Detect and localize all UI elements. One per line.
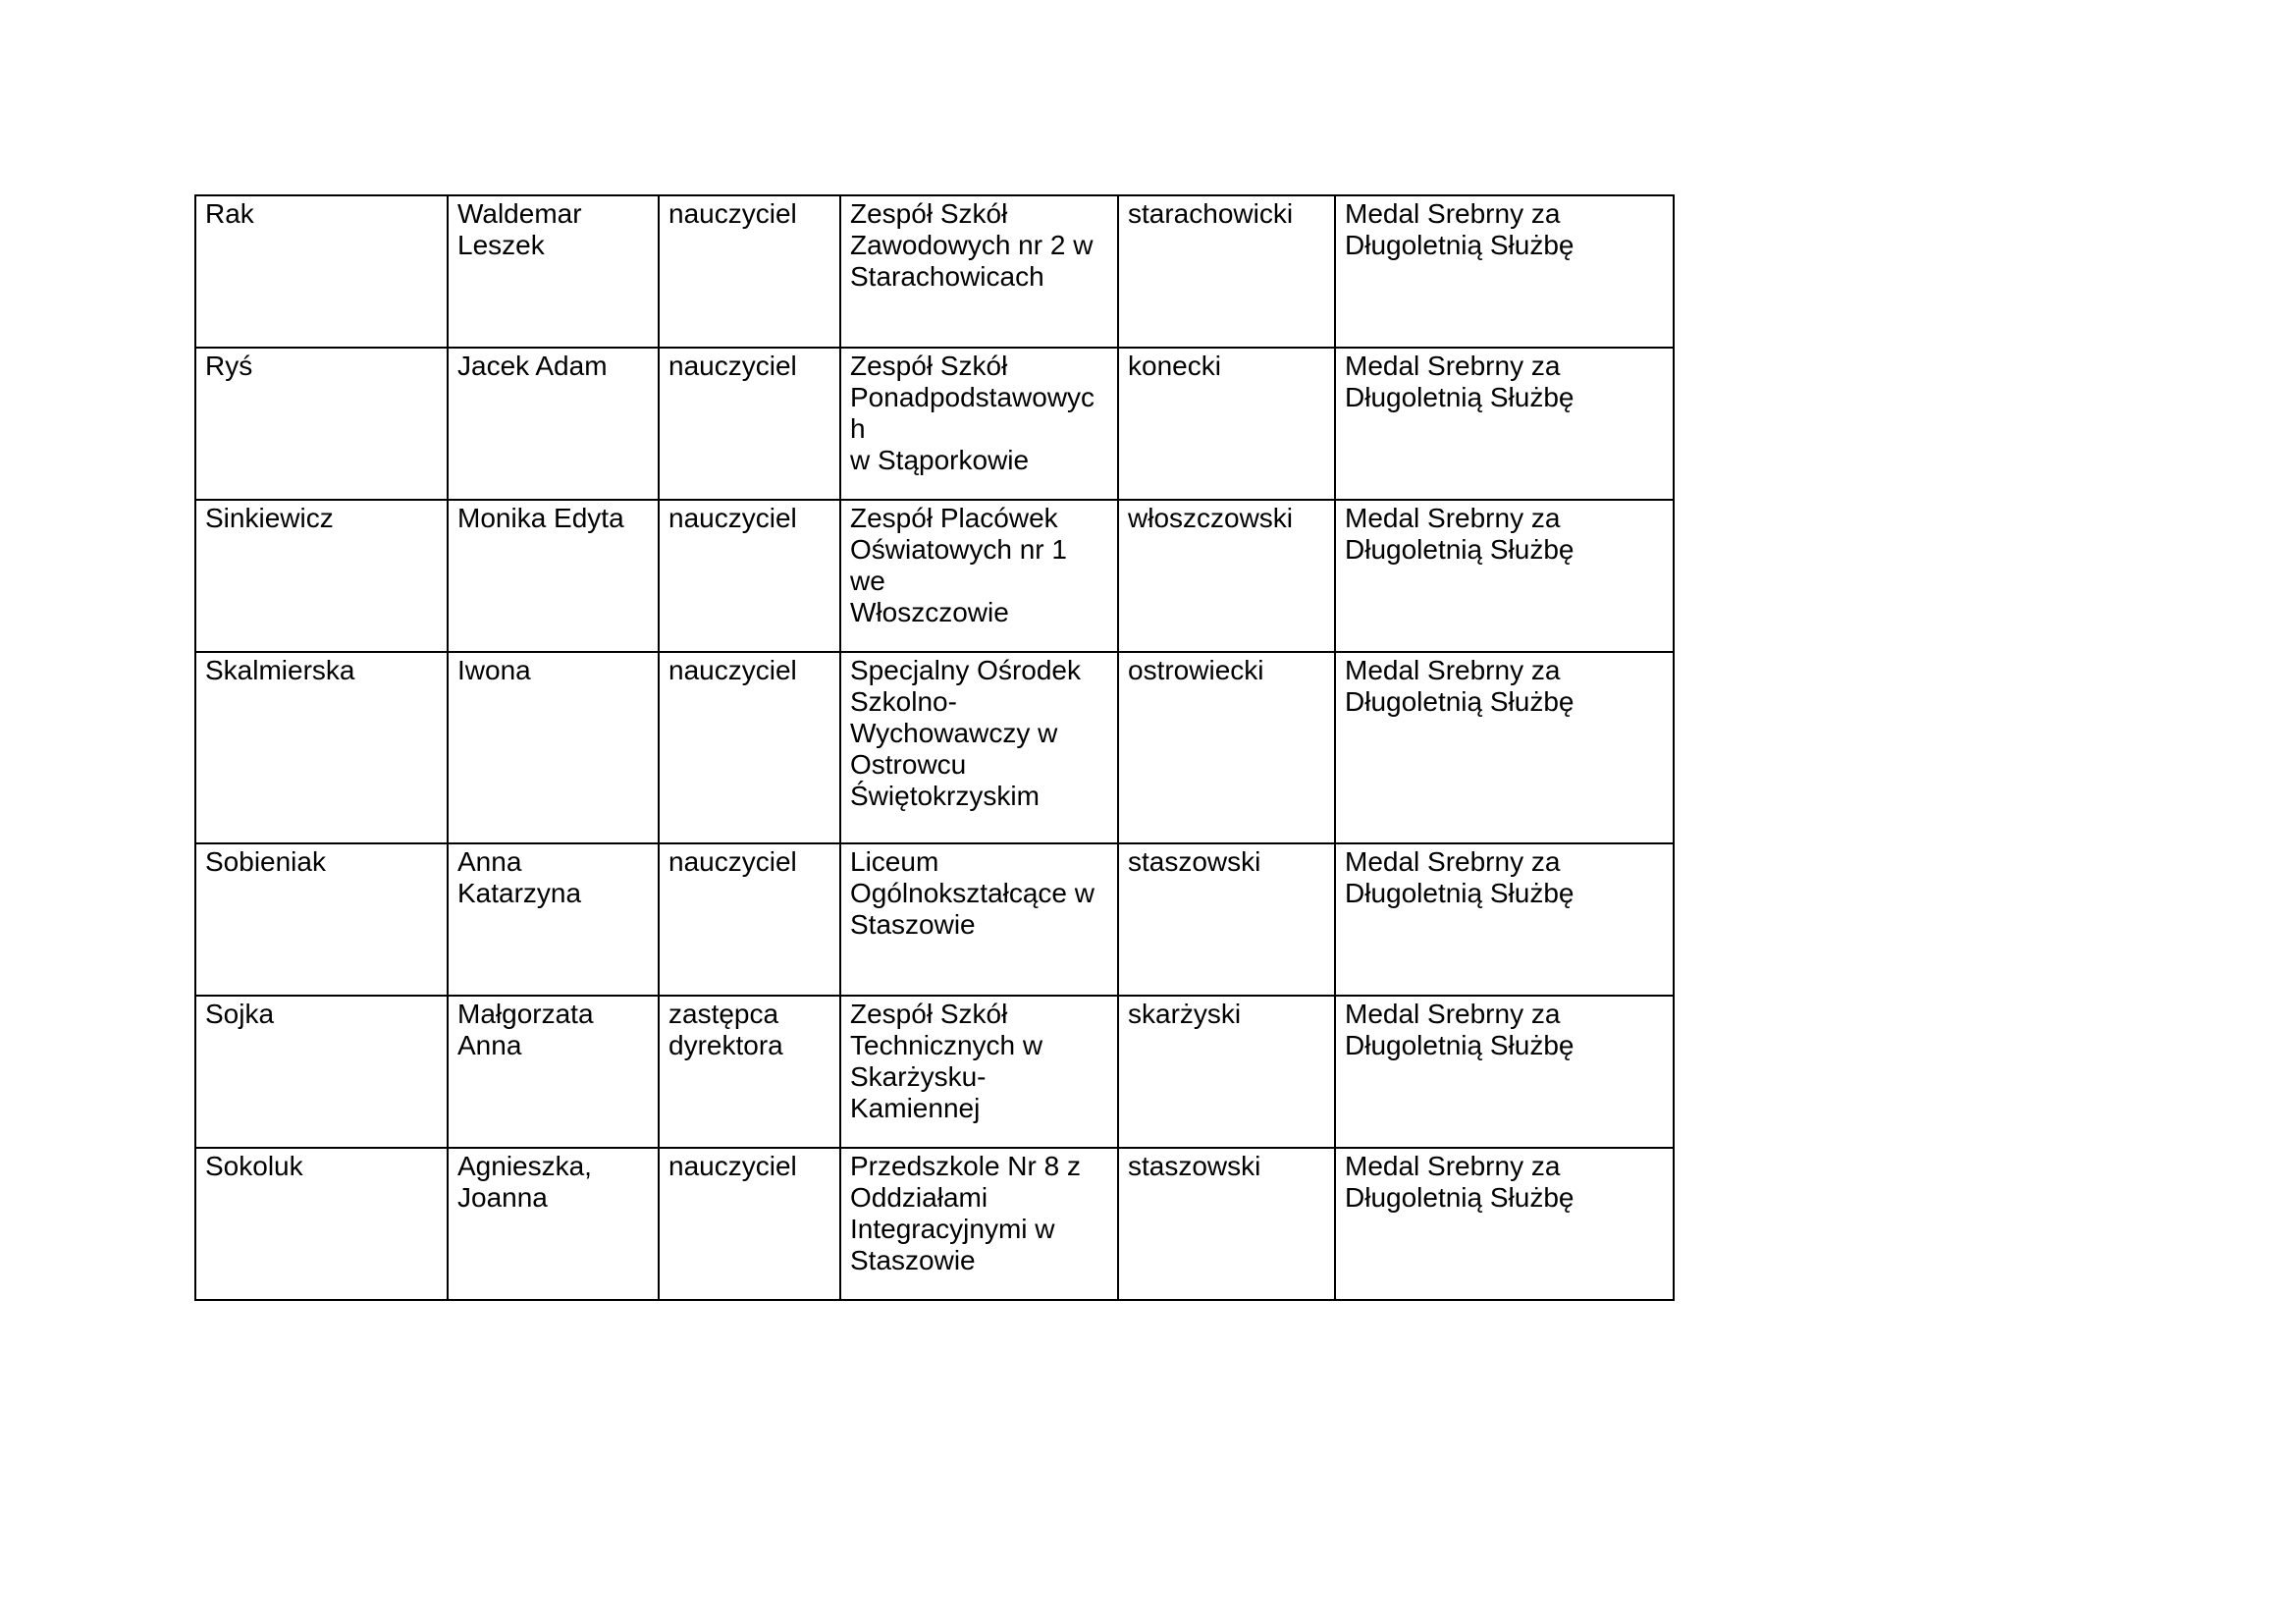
district-cell: skarżyski <box>1118 996 1335 1148</box>
school-cell: Zespół Szkół Technicznych w Skarżysku- Kamiennej <box>840 996 1118 1148</box>
school-cell: Zespół Placówek Oświatowych nr 1 we Włoszczowie <box>840 500 1118 652</box>
table-row <box>195 1148 1674 1300</box>
surname-cell: Skalmierska <box>195 652 448 843</box>
award-cell: Medal Srebrny za Długoletnią Służbę <box>1335 348 1674 500</box>
names-cell: Anna Katarzyna <box>448 843 659 996</box>
table-row <box>195 348 1674 500</box>
position-cell: nauczyciel <box>659 500 840 652</box>
position-cell: nauczyciel <box>659 1148 840 1300</box>
table-row <box>195 195 1674 348</box>
school-cell: Przedszkole Nr 8 z Oddziałami Integracyjnymi w Staszowie <box>840 1148 1118 1300</box>
district-cell: staszowski <box>1118 1148 1335 1300</box>
district-cell: konecki <box>1118 348 1335 500</box>
award-cell: Medal Srebrny za Długoletnią Służbę <box>1335 652 1674 843</box>
table-row <box>195 652 1674 843</box>
table-row <box>195 996 1674 1148</box>
school-cell: Zespół Szkół Zawodowych nr 2 w Starachowicach <box>840 195 1118 348</box>
names-cell: Monika Edyta <box>448 500 659 652</box>
school-cell: Liceum Ogólnokształcące w Staszowie <box>840 843 1118 996</box>
position-cell: nauczyciel <box>659 652 840 843</box>
position-cell: nauczyciel <box>659 843 840 996</box>
surname-cell: Sokoluk <box>195 1148 448 1300</box>
district-cell: starachowicki <box>1118 195 1335 348</box>
award-cell: Medal Srebrny za Długoletnią Służbę <box>1335 195 1674 348</box>
school-cell: Specjalny Ośrodek Szkolno- Wychowawczy w Ostrowcu Świętokrzyskim <box>840 652 1118 843</box>
district-cell: staszowski <box>1118 843 1335 996</box>
names-cell: Iwona <box>448 652 659 843</box>
award-cell: Medal Srebrny za Długoletnią Służbę <box>1335 996 1674 1148</box>
surname-cell: Sobieniak <box>195 843 448 996</box>
district-cell: włoszczowski <box>1118 500 1335 652</box>
table-row <box>195 500 1674 652</box>
surname-cell: Sojka <box>195 996 448 1148</box>
surname-cell: Ryś <box>195 348 448 500</box>
award-cell: Medal Srebrny za Długoletnią Służbę <box>1335 843 1674 996</box>
table-row <box>195 843 1674 996</box>
surname-cell: Rak <box>195 195 448 348</box>
awards-table <box>194 194 1675 1301</box>
district-cell: ostrowiecki <box>1118 652 1335 843</box>
names-cell: Jacek Adam <box>448 348 659 500</box>
position-cell: nauczyciel <box>659 195 840 348</box>
award-cell: Medal Srebrny za Długoletnią Służbę <box>1335 500 1674 652</box>
school-cell: Zespół Szkół Ponadpodstawowych w Stąporkowie <box>840 348 1118 500</box>
surname-cell: Sinkiewicz <box>195 500 448 652</box>
names-cell: Agnieszka, Joanna <box>448 1148 659 1300</box>
names-cell: Małgorzata Anna <box>448 996 659 1148</box>
award-cell: Medal Srebrny za Długoletnią Służbę <box>1335 1148 1674 1300</box>
position-cell: zastępca dyrektora <box>659 996 840 1148</box>
names-cell: Waldemar Leszek <box>448 195 659 348</box>
position-cell: nauczyciel <box>659 348 840 500</box>
